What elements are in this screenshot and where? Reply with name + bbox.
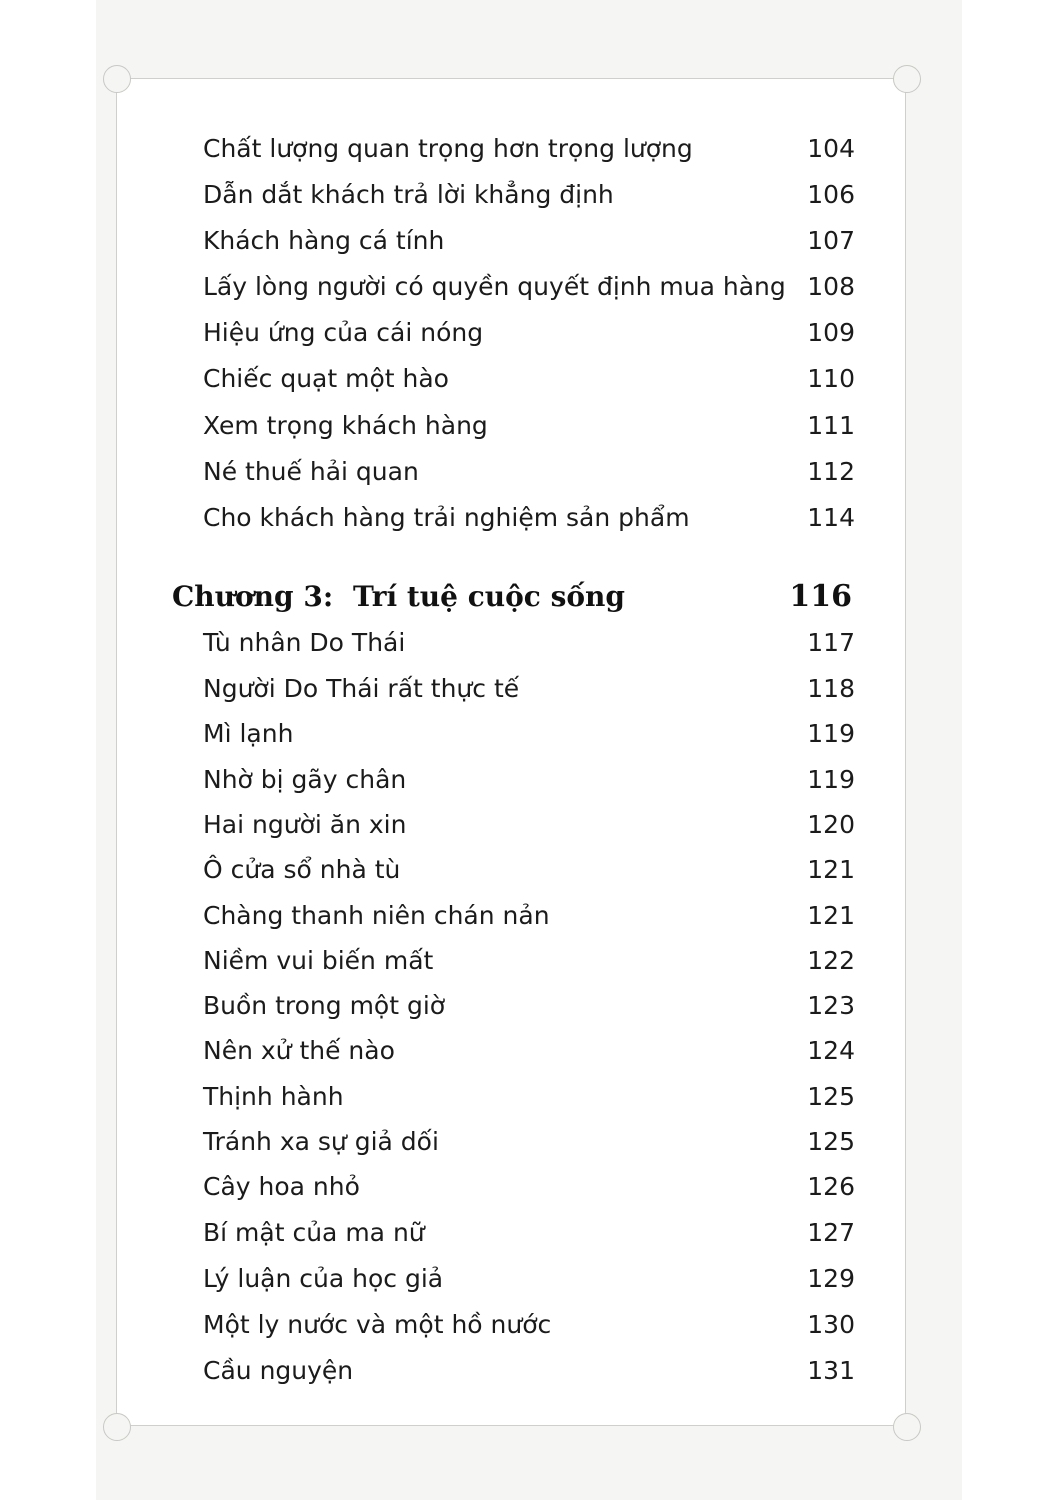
toc-entry xyxy=(203,220,855,260)
entry-title: Thịnh hành xyxy=(203,1081,344,1111)
entry-title: Hai người ăn xin xyxy=(203,809,407,839)
entry-title: Lấy lòng người có quyền quyết định mua hàng xyxy=(203,271,786,301)
toc-entry xyxy=(203,1350,855,1390)
entry-page-number: 104 xyxy=(807,133,855,163)
entry-title: Một ly nước và một hồ nước xyxy=(203,1309,552,1339)
toc-entry xyxy=(203,266,855,306)
entry-title: Lý luận của học giả xyxy=(203,1263,444,1293)
entry-title: Dẫn dắt khách trả lời khẳng định xyxy=(203,179,614,209)
toc-entry xyxy=(203,405,855,445)
entry-page-number: 121 xyxy=(807,900,855,930)
entry-page-number: 108 xyxy=(807,271,855,301)
entry-page-number: 119 xyxy=(807,764,855,794)
entry-page-number: 107 xyxy=(807,225,855,255)
toc-entry xyxy=(203,312,855,352)
toc-entry xyxy=(203,1212,855,1252)
toc-entry xyxy=(203,668,855,708)
entry-page-number: 114 xyxy=(807,502,855,532)
entry-title: Buồn trong một giờ xyxy=(203,990,446,1020)
entry-page-number: 123 xyxy=(807,990,855,1020)
toc-entry xyxy=(203,622,855,662)
toc-entry xyxy=(203,1030,855,1070)
entry-title: Nên xử thế nào xyxy=(203,1035,395,1065)
toc-entry xyxy=(203,174,855,214)
entry-title: Chiếc quạt một hào xyxy=(203,363,449,393)
entry-title: Mì lạnh xyxy=(203,718,294,748)
entry-page-number: 111 xyxy=(807,410,855,440)
entry-page-number: 129 xyxy=(807,1263,855,1293)
entry-page-number: 125 xyxy=(807,1126,855,1156)
entry-page-number: 125 xyxy=(807,1081,855,1111)
entry-page-number: 110 xyxy=(807,363,855,393)
chapter-title-group xyxy=(172,580,625,613)
entry-page-number: 122 xyxy=(807,945,855,975)
entry-page-number: 106 xyxy=(807,179,855,209)
toc-entry xyxy=(203,497,855,537)
toc-entry xyxy=(203,713,855,753)
toc-entry xyxy=(203,940,855,980)
entry-page-number: 126 xyxy=(807,1171,855,1201)
toc-entry xyxy=(203,895,855,935)
toc-entry xyxy=(203,358,855,398)
toc-entry xyxy=(203,451,855,491)
entry-page-number: 127 xyxy=(807,1217,855,1247)
entry-page-number: 131 xyxy=(807,1355,855,1385)
toc-entry xyxy=(203,849,855,889)
toc-entry xyxy=(203,1304,855,1344)
toc-entry xyxy=(203,804,855,844)
entry-title: Bí mật của ma nữ xyxy=(203,1217,425,1247)
entry-page-number: 121 xyxy=(807,854,855,884)
entry-title: Xem trọng khách hàng xyxy=(203,410,488,440)
entry-title: Cây hoa nhỏ xyxy=(203,1171,360,1201)
entry-title: Tránh xa sự giả dối xyxy=(203,1126,439,1156)
entry-page-number: 119 xyxy=(807,718,855,748)
chapter-label: Chương 3: xyxy=(172,579,334,613)
entry-page-number: 130 xyxy=(807,1309,855,1339)
toc-entry xyxy=(203,1121,855,1161)
entry-page-number: 124 xyxy=(807,1035,855,1065)
entry-title: Người Do Thái rất thực tế xyxy=(203,673,520,703)
entry-page-number: 112 xyxy=(807,456,855,486)
toc-entry xyxy=(203,759,855,799)
toc-entry xyxy=(203,985,855,1025)
entry-page-number: 120 xyxy=(807,809,855,839)
entry-title: Cho khách hàng trải nghiệm sản phẩm xyxy=(203,502,690,532)
entry-title: Chàng thanh niên chán nản xyxy=(203,900,550,930)
entry-page-number: 117 xyxy=(807,627,855,657)
entry-page-number: 109 xyxy=(807,317,855,347)
toc-entry xyxy=(203,1258,855,1298)
entry-title: Khách hàng cá tính xyxy=(203,225,445,255)
entry-title: Ô cửa sổ nhà tù xyxy=(203,854,401,884)
entry-title: Tù nhân Do Thái xyxy=(203,627,406,657)
entry-title: Hiệu ứng của cái nóng xyxy=(203,317,484,347)
chapter-title: Trí tuệ cuộc sống xyxy=(352,579,625,613)
entry-title: Chất lượng quan trọng hơn trọng lượng xyxy=(203,133,693,163)
entry-title: Nhờ bị gãy chân xyxy=(203,764,407,794)
entry-title: Né thuế hải quan xyxy=(203,456,419,486)
chapter-heading xyxy=(172,574,852,618)
toc-entry xyxy=(203,128,855,168)
chapter-page-number: 116 xyxy=(789,578,852,614)
entry-title: Niềm vui biến mất xyxy=(203,945,434,975)
toc-entry xyxy=(203,1076,855,1116)
entry-page-number: 118 xyxy=(807,673,855,703)
toc-entry xyxy=(203,1166,855,1206)
entry-title: Cầu nguyện xyxy=(203,1355,354,1385)
